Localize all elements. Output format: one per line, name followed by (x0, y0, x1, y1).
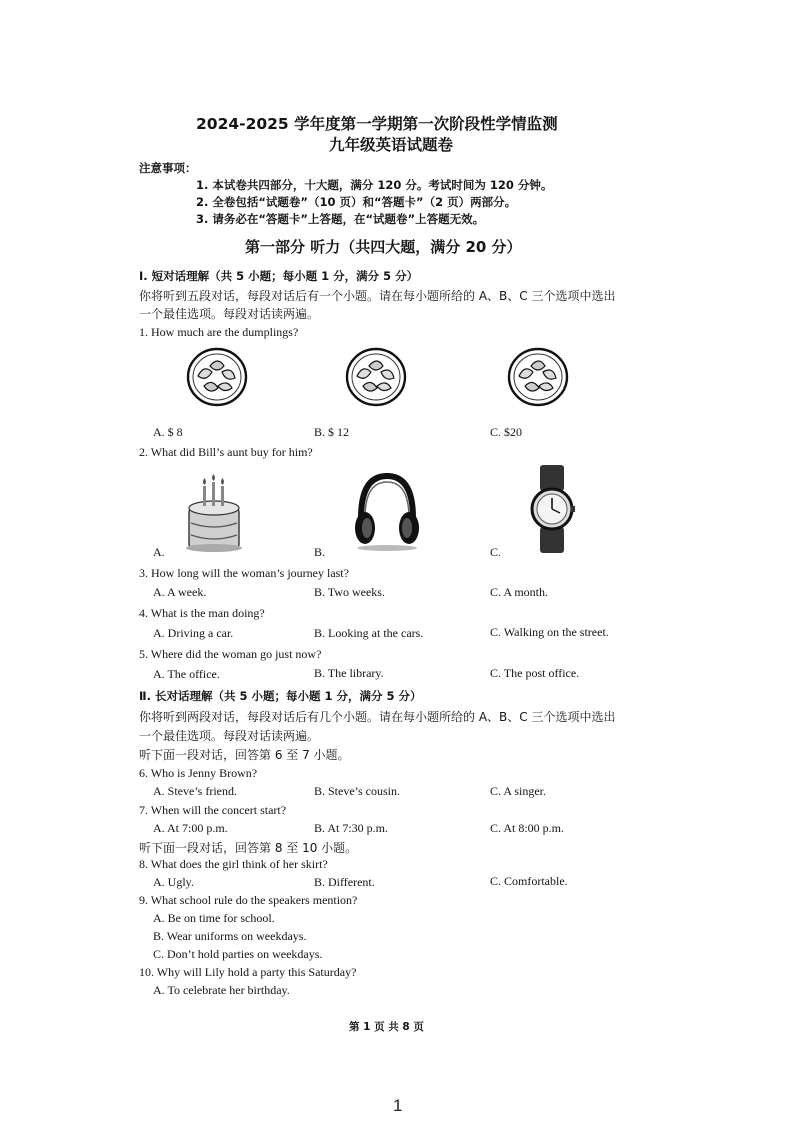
section2-heading: Ⅱ. 长对话理解（共 5 小题；每小题 1 分，满分 5 分） (139, 689, 422, 703)
question-2: 2. What did Bill’s aunt buy for him? (139, 445, 313, 459)
option-c: C. $20 (490, 425, 523, 439)
question-10: 10. Why will Lily hold a party this Saturday? (139, 965, 357, 979)
option-c: C. A month. (490, 585, 549, 599)
option-c: C. The post office. (490, 666, 580, 680)
option-c: C. (490, 545, 502, 559)
section1-heading: Ⅰ. 短对话理解（共 5 小题；每小题 1 分，满分 5 分） (139, 269, 419, 283)
option-a: A. Driving a car. (153, 626, 234, 640)
option-b: B. Different. (314, 875, 375, 889)
option-a: A. Be on time for school. (153, 911, 275, 925)
option-a: A. Steve’s friend. (153, 784, 237, 798)
question-1: 1. How much are the dumplings? (139, 325, 299, 339)
option-b: B. $ 12 (314, 425, 350, 439)
option-b: B. Looking at the cars. (314, 626, 424, 640)
notes-item: 2. 全卷包括“试题卷”（10 页）和“答题卡”（2 页）两部分。 (196, 195, 517, 209)
headphones-icon (351, 470, 423, 552)
option-c: C. Comfortable. (490, 874, 568, 888)
question-6: 6. Who is Jenny Brown? (139, 766, 258, 780)
option-b: B. Steve’s cousin. (314, 784, 400, 798)
question-5: 5. Where did the woman go just now? (139, 647, 322, 661)
option-b: B. Wear uniforms on weekdays. (153, 929, 307, 943)
cake-icon (183, 468, 245, 554)
dumpling-plate-icon (507, 346, 569, 408)
dumpling-plate-icon (345, 346, 407, 408)
dialog2-intro: 听下面一段对话，回答第 8 至 10 小题。 (139, 841, 358, 855)
option-a: A. (153, 545, 165, 559)
option-b: B. Two weeks. (314, 585, 385, 599)
question-3: 3. How long will the woman’s journey last? (139, 566, 349, 580)
exam-title: 2024-2025 学年度第一学期第一次阶段性学情监测 (196, 115, 558, 133)
option-a: A. To celebrate her birthday. (153, 983, 290, 997)
section2-instruction: 你将听到两段对话，每段对话后有几个小题。请在每小题所给的 A、B、C 三个选项中选出 (139, 710, 616, 724)
question-7: 7. When will the concert start? (139, 803, 287, 817)
watch-icon (527, 463, 577, 555)
option-c: C. At 8:00 p.m. (490, 821, 565, 835)
question-8: 8. What does the girl think of her skirt? (139, 857, 328, 871)
option-b: B. At 7:30 p.m. (314, 821, 389, 835)
option-c: C. Don’t hold parties on weekdays. (153, 947, 323, 961)
dumpling-plate-icon (186, 346, 248, 408)
section2-instruction: 一个最佳选项。每段对话读两遍。 (139, 729, 320, 743)
option-a: A. At 7:00 p.m. (153, 821, 228, 835)
section1-instruction: 一个最佳选项。每段对话读两遍。 (139, 307, 320, 321)
option-b: B. The library. (314, 666, 384, 680)
option-b: B. (314, 545, 326, 559)
notes-heading: 注意事项： (139, 161, 197, 175)
page-info: 第 1 页 共 8 页 (349, 1021, 424, 1033)
notes-item: 3. 请务必在“答题卡”上答题，在“试题卷”上答题无效。 (196, 212, 485, 226)
option-c: C. A singer. (490, 784, 547, 798)
option-a: A. $ 8 (153, 425, 183, 439)
dialog1-intro: 听下面一段对话，回答第 6 至 7 小题。 (139, 748, 350, 762)
option-a: A. A week. (153, 585, 207, 599)
section1-instruction: 你将听到五段对话，每段对话后有一个小题。请在每小题所给的 A、B、C 三个选项中选出 (139, 289, 616, 303)
question-9: 9. What school rule do the speakers mention? (139, 893, 358, 907)
part1-title: 第一部分 听力（共四大题，满分 20 分） (245, 238, 522, 256)
notes-item: 1. 本试卷共四部分，十大题，满分 120 分。考试时间为 120 分钟。 (196, 178, 553, 192)
question-4: 4. What is the man doing? (139, 606, 265, 620)
option-c: C. Walking on the street. (490, 625, 609, 639)
option-a: A. The office. (153, 667, 220, 681)
page-number: 1 (393, 1096, 403, 1115)
exam-subtitle: 九年级英语试题卷 (329, 136, 454, 154)
option-a: A. Ugly. (153, 875, 194, 889)
